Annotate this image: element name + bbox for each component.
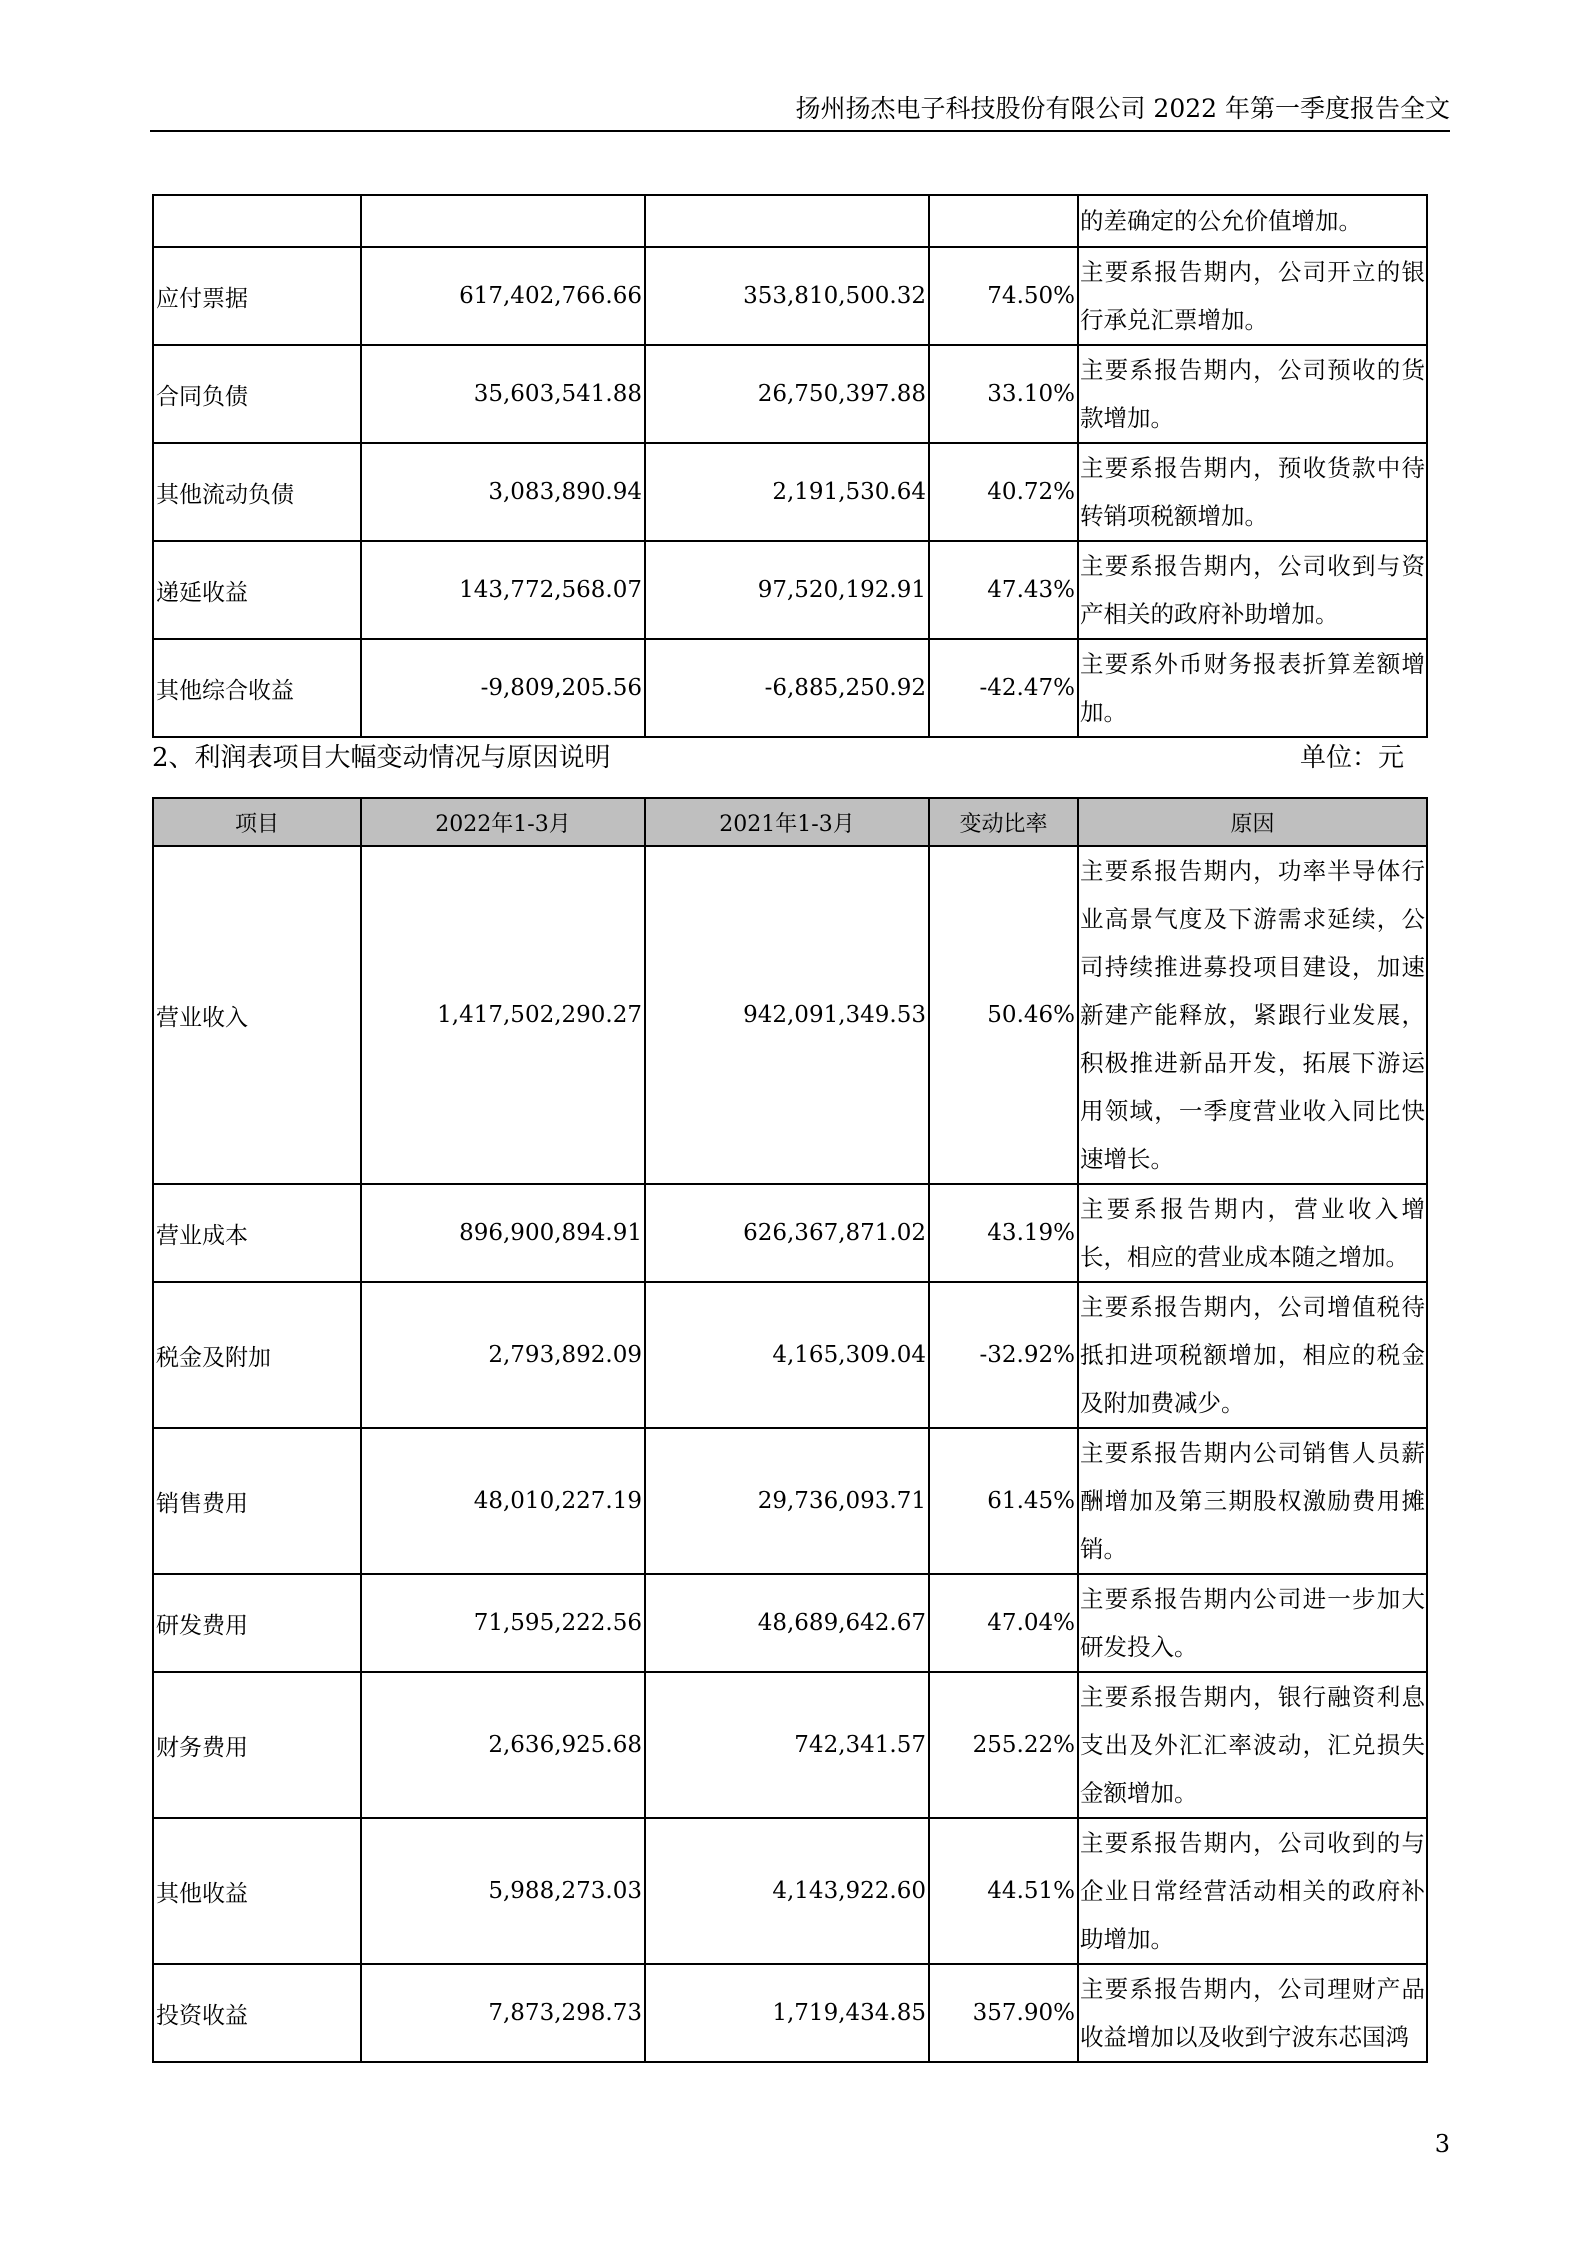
item-cell: 递延收益 (153, 541, 361, 639)
empty-cell (361, 195, 645, 247)
change-rate-cell: -32.92% (929, 1282, 1078, 1428)
header-divider (150, 130, 1450, 132)
table-row (153, 345, 1427, 443)
change-rate-cell: 357.90% (929, 1964, 1078, 2062)
reason-cell: 主要系报告期内，公司增值税待抵扣进项税额增加，相应的税金及附加费减少。 (1078, 1282, 1427, 1428)
table-row (153, 443, 1427, 541)
reason-cell: 主要系报告期内，预收货款中待转销项税额增加。 (1078, 443, 1427, 541)
reason-cell: 主要系报告期内，公司开立的银行承兑汇票增加。 (1078, 247, 1427, 345)
table-row (153, 541, 1427, 639)
previous-value-cell: 1,719,434.85 (645, 1964, 929, 2062)
column-header-previous: 2021年1-3月 (645, 798, 929, 846)
current-value-cell: 71,595,222.56 (361, 1574, 645, 1672)
table-row (153, 1428, 1427, 1574)
table-row (153, 846, 1427, 1184)
item-cell: 销售费用 (153, 1428, 361, 1574)
empty-cell (645, 195, 929, 247)
change-rate-cell: 74.50% (929, 247, 1078, 345)
item-cell: 其他流动负债 (153, 443, 361, 541)
previous-value-cell: 48,689,642.67 (645, 1574, 929, 1672)
change-rate-cell: 255.22% (929, 1672, 1078, 1818)
previous-value-cell: 97,520,192.91 (645, 541, 929, 639)
item-cell: 税金及附加 (153, 1282, 361, 1428)
current-value-cell: 143,772,568.07 (361, 541, 645, 639)
change-rate-cell: 43.19% (929, 1184, 1078, 1282)
previous-value-cell: 742,341.57 (645, 1672, 929, 1818)
change-rate-cell: 50.46% (929, 846, 1078, 1184)
table-row (153, 195, 1427, 247)
current-value-cell: 2,636,925.68 (361, 1672, 645, 1818)
previous-value-cell: 29,736,093.71 (645, 1428, 929, 1574)
reason-cell: 主要系报告期内公司销售人员薪酬增加及第三期股权激励费用摊销。 (1078, 1428, 1427, 1574)
table-row (153, 1964, 1427, 2062)
change-rate-cell: 44.51% (929, 1818, 1078, 1964)
table-row (153, 1574, 1427, 1672)
reason-cell: 主要系报告期内，银行融资利息支出及外汇汇率波动，汇兑损失金额增加。 (1078, 1672, 1427, 1818)
previous-value-cell: 353,810,500.32 (645, 247, 929, 345)
item-cell: 营业成本 (153, 1184, 361, 1282)
previous-value-cell: -6,885,250.92 (645, 639, 929, 737)
table-header-row (153, 798, 1427, 846)
reason-cell: 主要系报告期内，公司理财产品收益增加以及收到宁波东芯国鸿 (1078, 1964, 1427, 2062)
column-header-item: 项目 (153, 798, 361, 846)
change-rate-cell: 61.45% (929, 1428, 1078, 1574)
item-cell: 投资收益 (153, 1964, 361, 2062)
reason-cell: 主要系报告期内，公司预收的货款增加。 (1078, 345, 1427, 443)
item-cell: 其他收益 (153, 1818, 361, 1964)
current-value-cell: 3,083,890.94 (361, 443, 645, 541)
current-value-cell: 35,603,541.88 (361, 345, 645, 443)
table-row (153, 247, 1427, 345)
previous-value-cell: 4,165,309.04 (645, 1282, 929, 1428)
column-header-reason: 原因 (1078, 798, 1427, 846)
reason-cell: 的差确定的公允价值增加。 (1078, 195, 1427, 247)
table-row (153, 1672, 1427, 1818)
table-row (153, 1282, 1427, 1428)
change-rate-cell: 40.72% (929, 443, 1078, 541)
reason-cell: 主要系报告期内，公司收到与资产相关的政府补助增加。 (1078, 541, 1427, 639)
table-row (153, 1818, 1427, 1964)
reason-cell: 主要系外币财务报表折算差额增加。 (1078, 639, 1427, 737)
previous-value-cell: 626,367,871.02 (645, 1184, 929, 1282)
current-value-cell: 7,873,298.73 (361, 1964, 645, 2062)
section-title: 2、利润表项目大幅变动情况与原因说明 (152, 743, 611, 773)
income-change-table (152, 797, 1428, 2063)
empty-cell (153, 195, 361, 247)
balance-change-table (152, 194, 1428, 738)
reason-cell: 主要系报告期内公司进一步加大研发投入。 (1078, 1574, 1427, 1672)
current-value-cell: 896,900,894.91 (361, 1184, 645, 1282)
item-cell: 营业收入 (153, 846, 361, 1184)
column-header-current: 2022年1-3月 (361, 798, 645, 846)
table-row (153, 639, 1427, 737)
item-cell: 财务费用 (153, 1672, 361, 1818)
item-cell: 其他综合收益 (153, 639, 361, 737)
column-header-change: 变动比率 (929, 798, 1078, 846)
change-rate-cell: -42.47% (929, 639, 1078, 737)
reason-cell: 主要系报告期内，公司收到的与企业日常经营活动相关的政府补助增加。 (1078, 1818, 1427, 1964)
change-rate-cell: 47.04% (929, 1574, 1078, 1672)
change-rate-cell: 47.43% (929, 541, 1078, 639)
current-value-cell: 617,402,766.66 (361, 247, 645, 345)
current-value-cell: 5,988,273.03 (361, 1818, 645, 1964)
current-value-cell: 2,793,892.09 (361, 1282, 645, 1428)
page-number: 3 (1434, 2130, 1450, 2158)
current-value-cell: 48,010,227.19 (361, 1428, 645, 1574)
reason-cell: 主要系报告期内，功率半导体行业高景气度及下游需求延续，公司持续推进募投项目建设，加速新建产能释放，紧跟行业发展，积极推进新品开发，拓展下游运用领域，一季度营业收入同比快速增长。 (1078, 846, 1427, 1184)
page-header: 扬州扬杰电子科技股份有限公司 2022 年第一季度报告全文 (795, 94, 1450, 123)
empty-cell (929, 195, 1078, 247)
item-cell: 研发费用 (153, 1574, 361, 1672)
previous-value-cell: 942,091,349.53 (645, 846, 929, 1184)
unit-label: 单位：元 (1300, 743, 1405, 773)
previous-value-cell: 4,143,922.60 (645, 1818, 929, 1964)
change-rate-cell: 33.10% (929, 345, 1078, 443)
reason-cell: 主要系报告期内，营业收入增长，相应的营业成本随之增加。 (1078, 1184, 1427, 1282)
current-value-cell: 1,417,502,290.27 (361, 846, 645, 1184)
previous-value-cell: 2,191,530.64 (645, 443, 929, 541)
item-cell: 合同负债 (153, 345, 361, 443)
current-value-cell: -9,809,205.56 (361, 639, 645, 737)
table-row (153, 1184, 1427, 1282)
item-cell: 应付票据 (153, 247, 361, 345)
previous-value-cell: 26,750,397.88 (645, 345, 929, 443)
